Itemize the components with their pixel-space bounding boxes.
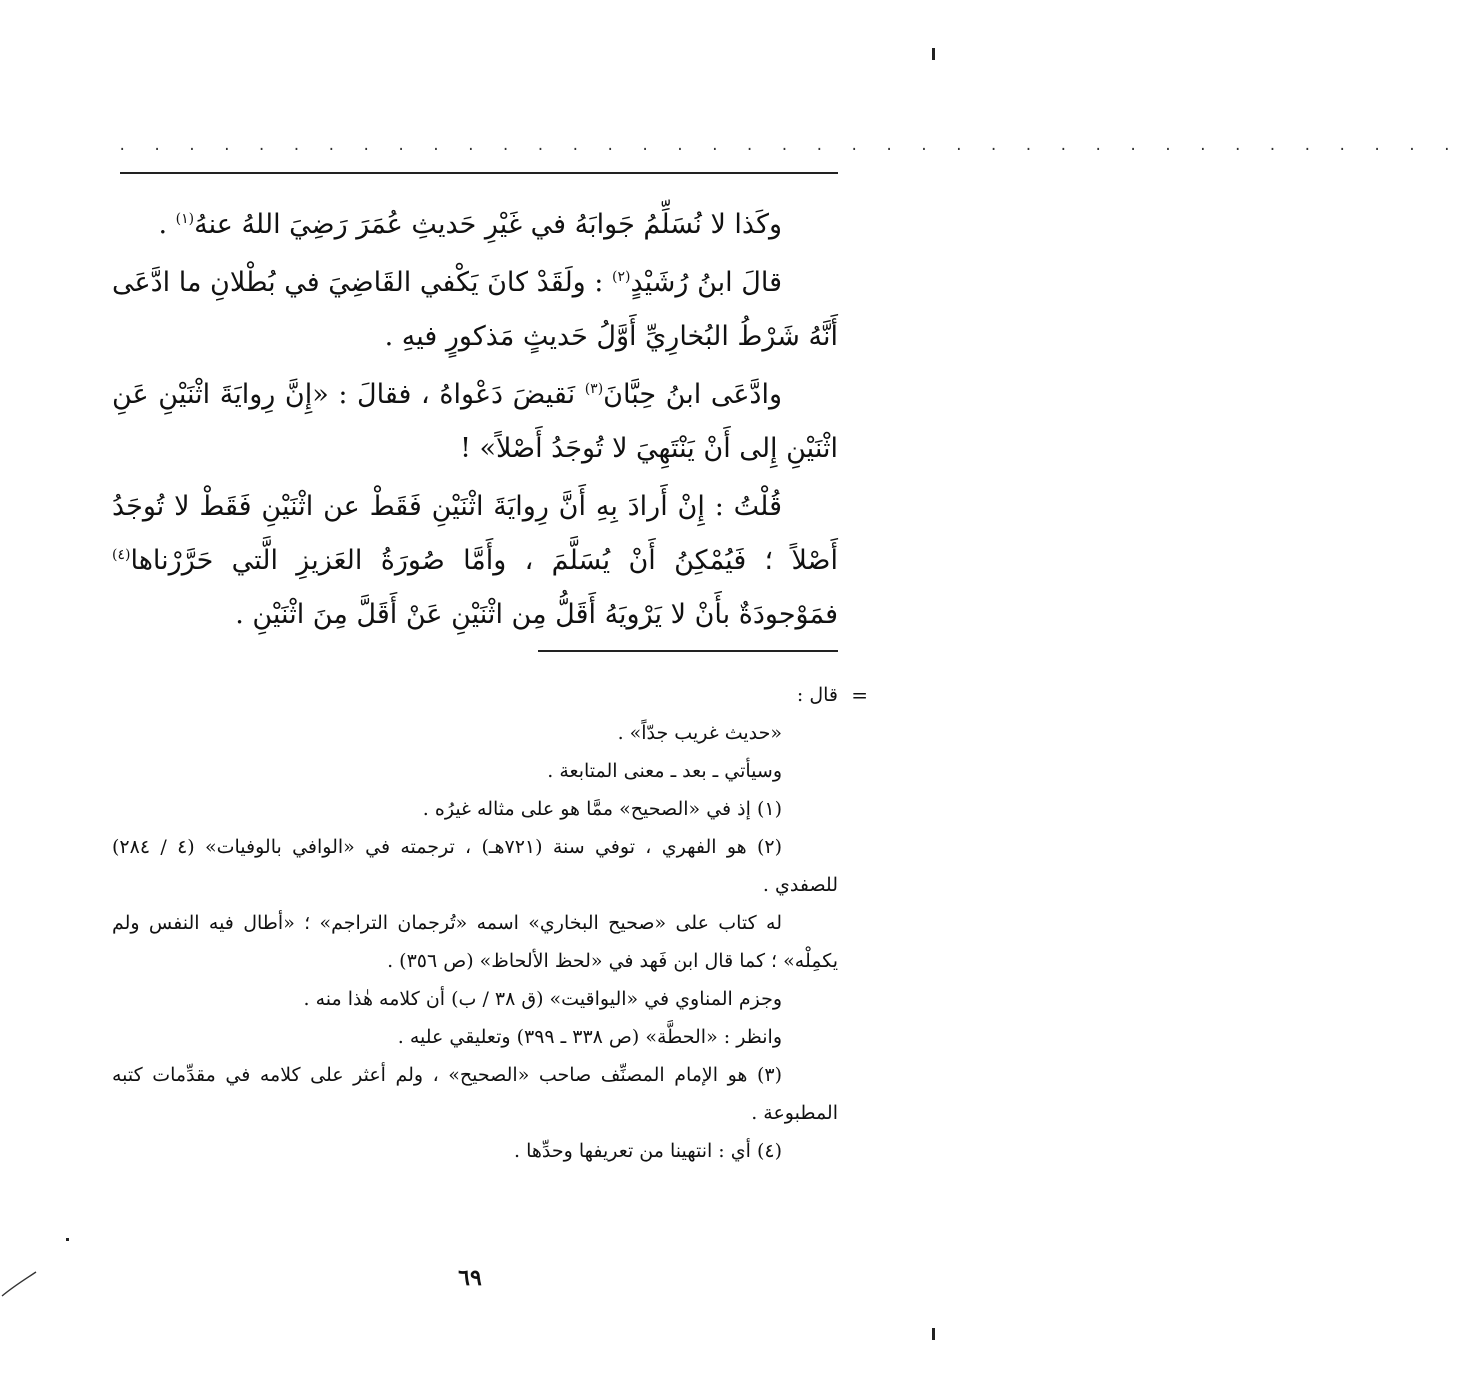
scan-mark (66, 1238, 69, 1241)
scan-mark (932, 1328, 935, 1340)
footnote-ref-2: (٢) (612, 269, 631, 285)
footnote-ref-3: (٣) (584, 381, 604, 397)
footnote-ref-4: (٤) (112, 547, 131, 563)
page-number: ٦٩ (458, 1265, 482, 1291)
header-rule (120, 172, 838, 174)
footnote-1: (١) إذ في «الصحيح» ممَّا هو على مثاله غيرُه . (422, 798, 782, 820)
footnote-2: (٢) هو الفهري ، توفي سنة (٧٢١هـ) ، ترجمته في «الوافي بالوفيات» (٤ / ٢٨٤) للصفدي . (112, 836, 838, 896)
scan-stroke (0, 1268, 40, 1298)
main-paragraph-2: قالَ ابنُ رُشَيْدٍ$^{(٢)}$ : ولَقَدْ كانَ يَكْفي القَاضِيَ في بُطْلانِ ما ادَّعَى أَنَّهُ شَرْطُ البُخارِيِّ أَوَّلُ حَديثٍ مَذكورٍ فيهِ . (112, 267, 838, 352)
main-text (112, 198, 838, 642)
footnote-2-cont: وجزم المناوي في «اليواقيت» (ق ٣٨ / ب) أن كلامه هٰذا منه . (303, 988, 782, 1010)
main-paragraph-3: وادَّعَى ابنُ حِبَّانَ$^{(٣)}$ نَقيضَ دَعْواهُ ، فقالَ : «إِنَّ رِوايَةَ اثْنَيْنِ عَنِ اثْنَيْنِ إِلى أَنْ يَنْتَهِيَ لا تُوجَدُ أَصْلاً» ! (112, 379, 838, 464)
footnote-line: وسيأتي ـ بعد ـ معنى المتابعة . (547, 760, 782, 782)
footnote-line: قال : (796, 684, 838, 706)
footnote-line: «حديث غريب جدّاً» . (617, 722, 782, 744)
footnote-2-cont: وانظر : «الحطَّة» (ص ٣٣٨ ـ ٣٩٩) وتعليقي عليه . (397, 1026, 782, 1048)
footnote-ref-1: (١) (175, 211, 195, 227)
scan-mark (932, 48, 935, 60)
footnotes (112, 676, 868, 1170)
footnote-4: (٤) أي : انتهينا من تعريفها وحدِّها . (514, 1140, 782, 1162)
footnote-2-cont: له كتاب على «صحيح البخاري» اسمه «تُرجمان التراجم» ؛ «أطال فيه النفس ولم يكمِلْه» ؛ كما قال ابن فَهد في «لحظ الألحاظ» (ص ٣٥٦) . (112, 912, 838, 972)
continuation-mark: = (851, 683, 868, 707)
header-dotted-line: . . . . . . . . . . . . . . . . . . . . . . . . . . . . . . . . . . . . . . . (118, 138, 1460, 154)
main-paragraph-4: قُلْتُ : إِنْ أَرادَ بِهِ أَنَّ رِوايَةَ اثْنَيْنِ فَقَطْ عن اثْنَيْنِ فَقَطْ لا تُوجَدُ أَصْلاً ؛ فَيُمْكِنُ أَنْ يُسَلَّمَ ، وأَمَّا صُورَةُ العَزيزِ الَّتي حَرَّرْناها$^{(٤)}$ فمَوْجودَةٌ بأَنْ لا يَرْويَهُ أَقَلُّ مِن اثْنَيْنِ عَنْ أَقَلَّ مِنَ اثْنَيْنِ . (112, 491, 838, 630)
footnote-separator (538, 650, 838, 652)
footnote-3: (٣) هو الإمام المصنِّف صاحب «الصحيح» ، ولم أعثر على كلامه في مقدِّمات كتبه المطبوعة . (112, 1064, 838, 1124)
main-paragraph-1: وكَذا لا نُسَلِّمُ جَوابَهُ في غَيْرِ حَديثِ عُمَرَ رَضِيَ اللهُ عنهُ$^{(١)}$ . (158, 209, 782, 240)
